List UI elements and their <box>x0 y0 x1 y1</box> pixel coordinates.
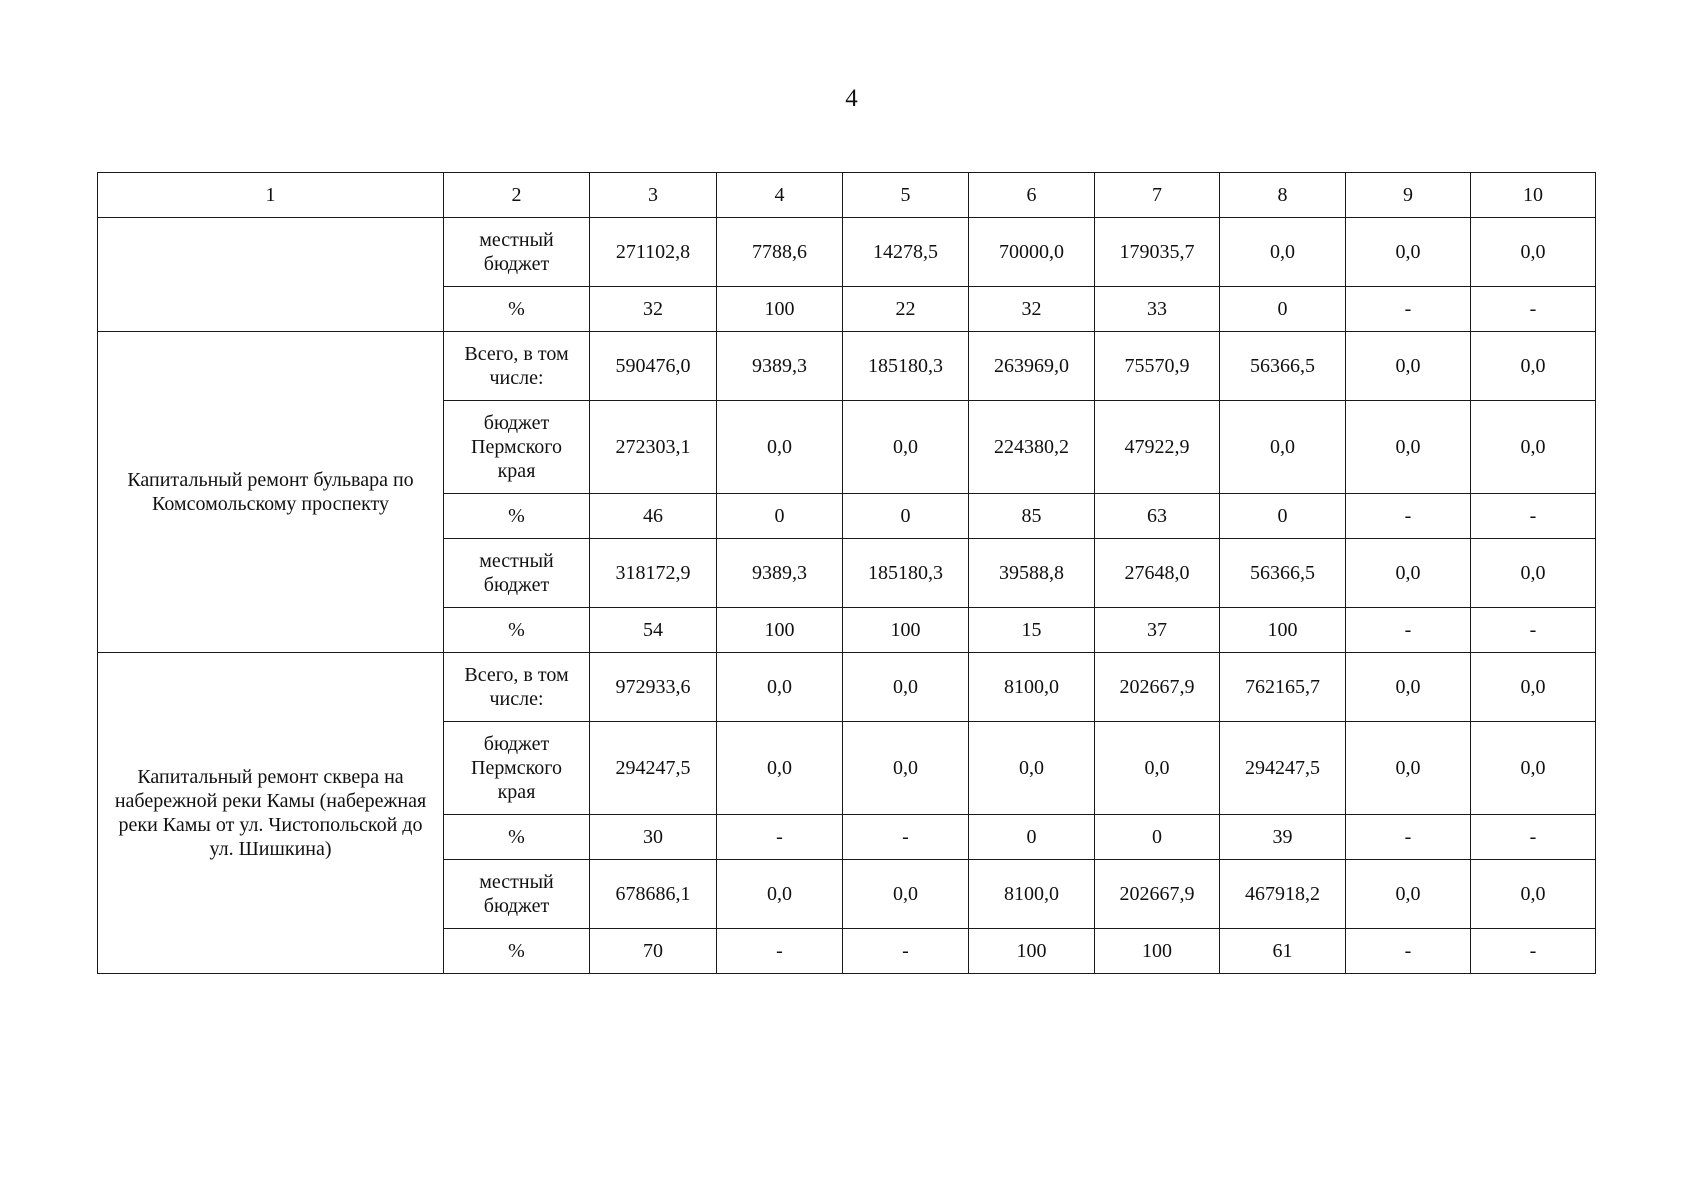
value-cell: 294247,5 <box>590 722 717 815</box>
value-cell: 0,0 <box>969 722 1095 815</box>
value-cell: 33 <box>1095 287 1220 332</box>
value-cell: 202667,9 <box>1095 653 1220 722</box>
value-cell: 0,0 <box>843 401 969 494</box>
value-cell: 7788,6 <box>717 218 843 287</box>
value-cell: 100 <box>1095 929 1220 974</box>
value-cell: 263969,0 <box>969 332 1095 401</box>
value-cell: - <box>717 815 843 860</box>
value-cell: 0,0 <box>843 653 969 722</box>
funding-source-label: % <box>444 287 590 332</box>
value-cell: - <box>1471 929 1596 974</box>
value-cell: 32 <box>590 287 717 332</box>
value-cell: - <box>1471 815 1596 860</box>
value-cell: 0,0 <box>1346 218 1471 287</box>
value-cell: 70 <box>590 929 717 974</box>
value-cell: 56366,5 <box>1220 332 1346 401</box>
object-name-cell: Капитальный ремонт сквера на набережной реки Камы (набережная реки Камы от ул. Чистопольской до ул. Шишкина) <box>98 653 444 974</box>
value-cell: 63 <box>1095 494 1220 539</box>
value-cell: 9389,3 <box>717 539 843 608</box>
value-cell: - <box>1346 287 1471 332</box>
value-cell: 0,0 <box>1471 653 1596 722</box>
value-cell: 0,0 <box>843 722 969 815</box>
column-number: 9 <box>1346 173 1471 218</box>
value-cell: 271102,8 <box>590 218 717 287</box>
value-cell: 75570,9 <box>1095 332 1220 401</box>
value-cell: 47922,9 <box>1095 401 1220 494</box>
value-cell: 678686,1 <box>590 860 717 929</box>
column-number: 7 <box>1095 173 1220 218</box>
value-cell: 467918,2 <box>1220 860 1346 929</box>
funding-source-label: % <box>444 608 590 653</box>
value-cell: 590476,0 <box>590 332 717 401</box>
value-cell: 0,0 <box>1220 218 1346 287</box>
value-cell: 100 <box>1220 608 1346 653</box>
budget-table <box>97 172 1596 974</box>
funding-source-label: % <box>444 494 590 539</box>
value-cell: 0,0 <box>717 722 843 815</box>
object-name-cell <box>98 218 444 332</box>
column-number: 5 <box>843 173 969 218</box>
object-name-cell: Капитальный ремонт бульвара по Комсомольскому проспекту <box>98 332 444 653</box>
value-cell: 56366,5 <box>1220 539 1346 608</box>
value-cell: 15 <box>969 608 1095 653</box>
page-number: 4 <box>845 85 858 112</box>
value-cell: 0 <box>1095 815 1220 860</box>
value-cell: 0,0 <box>717 860 843 929</box>
value-cell: 0 <box>969 815 1095 860</box>
value-cell: 0,0 <box>843 860 969 929</box>
value-cell: 0 <box>717 494 843 539</box>
value-cell: 100 <box>717 287 843 332</box>
value-cell: 0,0 <box>1346 539 1471 608</box>
value-cell: - <box>717 929 843 974</box>
value-cell: 100 <box>969 929 1095 974</box>
value-cell: 0,0 <box>1346 401 1471 494</box>
value-cell: - <box>1346 608 1471 653</box>
value-cell: 0,0 <box>1346 653 1471 722</box>
column-number: 4 <box>717 173 843 218</box>
funding-source-label: % <box>444 929 590 974</box>
value-cell: 27648,0 <box>1095 539 1220 608</box>
funding-source-label: Всего, в том числе: <box>444 653 590 722</box>
value-cell: 61 <box>1220 929 1346 974</box>
value-cell: 0,0 <box>1471 401 1596 494</box>
table-row <box>98 218 1596 287</box>
funding-source-label: % <box>444 815 590 860</box>
column-number: 6 <box>969 173 1095 218</box>
funding-source-label: бюджет Пермского края <box>444 401 590 494</box>
value-cell: 30 <box>590 815 717 860</box>
column-number: 1 <box>98 173 444 218</box>
value-cell: 0,0 <box>1471 860 1596 929</box>
value-cell: 318172,9 <box>590 539 717 608</box>
funding-source-label: бюджет Пермского края <box>444 722 590 815</box>
value-cell: 0 <box>1220 287 1346 332</box>
funding-source-label: Всего, в том числе: <box>444 332 590 401</box>
value-cell: 0,0 <box>1346 332 1471 401</box>
value-cell: 0 <box>1220 494 1346 539</box>
value-cell: 972933,6 <box>590 653 717 722</box>
column-number: 8 <box>1220 173 1346 218</box>
value-cell: 37 <box>1095 608 1220 653</box>
value-cell: 0,0 <box>1471 218 1596 287</box>
funding-source-label: местный бюджет <box>444 539 590 608</box>
value-cell: 224380,2 <box>969 401 1095 494</box>
value-cell: 294247,5 <box>1220 722 1346 815</box>
column-number: 2 <box>444 173 590 218</box>
value-cell: 22 <box>843 287 969 332</box>
value-cell: 0 <box>843 494 969 539</box>
column-number: 10 <box>1471 173 1596 218</box>
value-cell: 179035,7 <box>1095 218 1220 287</box>
value-cell: 185180,3 <box>843 539 969 608</box>
value-cell: - <box>1346 929 1471 974</box>
value-cell: - <box>843 815 969 860</box>
value-cell: - <box>843 929 969 974</box>
value-cell: 100 <box>843 608 969 653</box>
value-cell: 8100,0 <box>969 860 1095 929</box>
value-cell: - <box>1346 815 1471 860</box>
value-cell: 0,0 <box>717 401 843 494</box>
value-cell: - <box>1471 608 1596 653</box>
value-cell: 100 <box>717 608 843 653</box>
value-cell: 8100,0 <box>969 653 1095 722</box>
column-number-row <box>98 173 1596 218</box>
value-cell: 70000,0 <box>969 218 1095 287</box>
value-cell: 272303,1 <box>590 401 717 494</box>
column-number: 3 <box>590 173 717 218</box>
value-cell: 54 <box>590 608 717 653</box>
value-cell: 0,0 <box>1346 722 1471 815</box>
value-cell: 0,0 <box>1095 722 1220 815</box>
value-cell: 185180,3 <box>843 332 969 401</box>
table-row <box>98 653 1596 722</box>
value-cell: 0,0 <box>1471 332 1596 401</box>
value-cell: 0,0 <box>1471 722 1596 815</box>
value-cell: - <box>1471 287 1596 332</box>
value-cell: 39588,8 <box>969 539 1095 608</box>
value-cell: 85 <box>969 494 1095 539</box>
table-row <box>98 332 1596 401</box>
value-cell: 0,0 <box>1220 401 1346 494</box>
value-cell: 202667,9 <box>1095 860 1220 929</box>
funding-source-label: местный бюджет <box>444 860 590 929</box>
value-cell: 0,0 <box>1346 860 1471 929</box>
value-cell: 9389,3 <box>717 332 843 401</box>
value-cell: 32 <box>969 287 1095 332</box>
value-cell: - <box>1346 494 1471 539</box>
funding-source-label: местный бюджет <box>444 218 590 287</box>
value-cell: 0,0 <box>1471 539 1596 608</box>
value-cell: - <box>1471 494 1596 539</box>
value-cell: 762165,7 <box>1220 653 1346 722</box>
value-cell: 39 <box>1220 815 1346 860</box>
value-cell: 46 <box>590 494 717 539</box>
value-cell: 0,0 <box>717 653 843 722</box>
value-cell: 14278,5 <box>843 218 969 287</box>
